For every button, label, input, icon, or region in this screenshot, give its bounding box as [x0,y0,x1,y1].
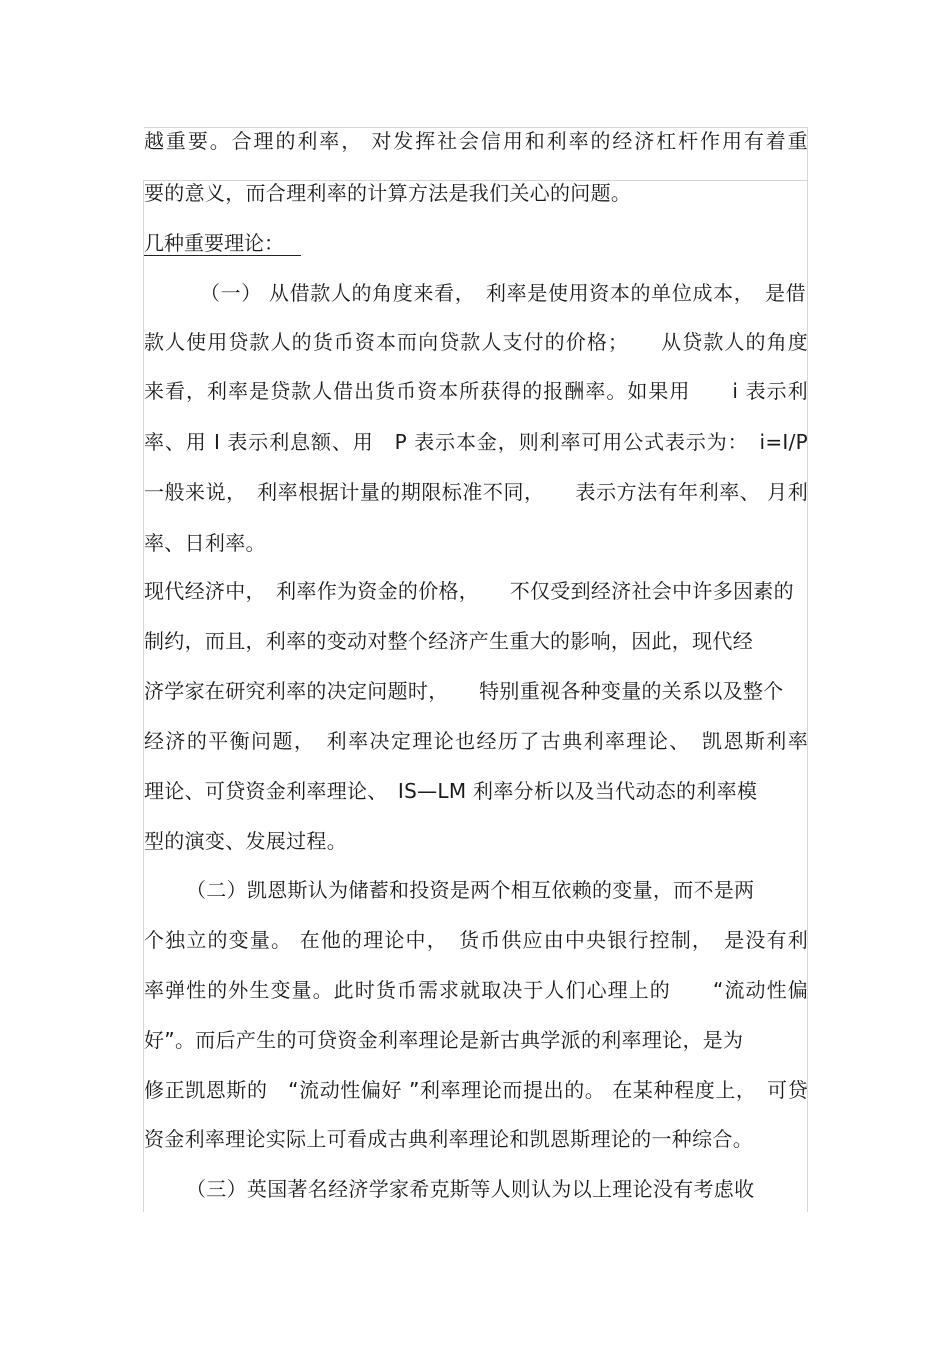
text-line: 资金利率理论实际上可看成古典利率理论和凯恩斯理论的一种综合。 [144,1127,753,1151]
text-line: 制约，而且，利率的变动对整个经济产生重大的影响，因此，现代经 [144,629,753,653]
text-line: 款人使用贷款人的货币资本而向贷款人支付的价格； 从贷款人的角度 [144,330,808,354]
text-line: 个独立的变量。 在他的理论中， 货币供应由中央银行控制， 是没有利 [144,928,808,952]
text-line: 来看，利率是贷款人借出货币资本所获得的报酬率。如果用 i 表示利 [144,379,808,403]
text-line: 率、用 I 表示利息额、用 P 表示本金，则利率可用公式表示为： i=I/P [144,430,808,454]
text-line: （二）凯恩斯认为储蓄和投资是两个相互依赖的变量，而不是两 [186,878,755,902]
section-heading: 几种重要理论： [144,231,284,255]
frame-line-right [807,127,808,1212]
text-line: （一） 从借款人的角度来看， 利率是使用资本的单位成本， 是借 [200,281,806,305]
text-line: 理论、可贷资金利率理论、 IS—LM 利率分析以及当代动态的利率模 [144,779,758,803]
heading-underline [144,255,301,256]
text-line: 济学家在研究利率的决定问题时， 特别重视各种变量的关系以及整个 [144,679,784,703]
text-line: 好”。而后产生的可贷资金利率理论是新古典学派的利率理论，是为 [144,1028,744,1052]
text-line: 型的演变、发展过程。 [144,829,347,853]
text-line: 率、日利率。 [144,531,266,555]
text-line: 修正凯恩斯的 “流动性偏好 ”利率理论而提出的。 在某种程度上， 可贷 [144,1078,808,1102]
text-line: 一般来说， 利率根据计量的期限标准不同， 表示方法有年利率、 月利 [144,480,808,504]
text-line: 现代经济中， 利率作为资金的价格， 不仅受到经济社会中许多因素的 [144,579,794,603]
text-line: 越重要。合理的利率， 对发挥社会信用和利率的经济杠杆作用有着重 [144,129,808,153]
text-line: 率弹性的外生变量。此时货币需求就取决于人们心理上的 “流动性偏 [144,978,808,1002]
text-line: （三）英国著名经济学家希克斯等人则认为以上理论没有考虑收 [186,1177,755,1201]
text-line: 经济的平衡问题， 利率决定理论也经历了古典利率理论、 凯恩斯利率 [144,729,808,753]
text-line: 要的意义，而合理利率的计算方法是我们关心的问题。 [144,181,632,205]
